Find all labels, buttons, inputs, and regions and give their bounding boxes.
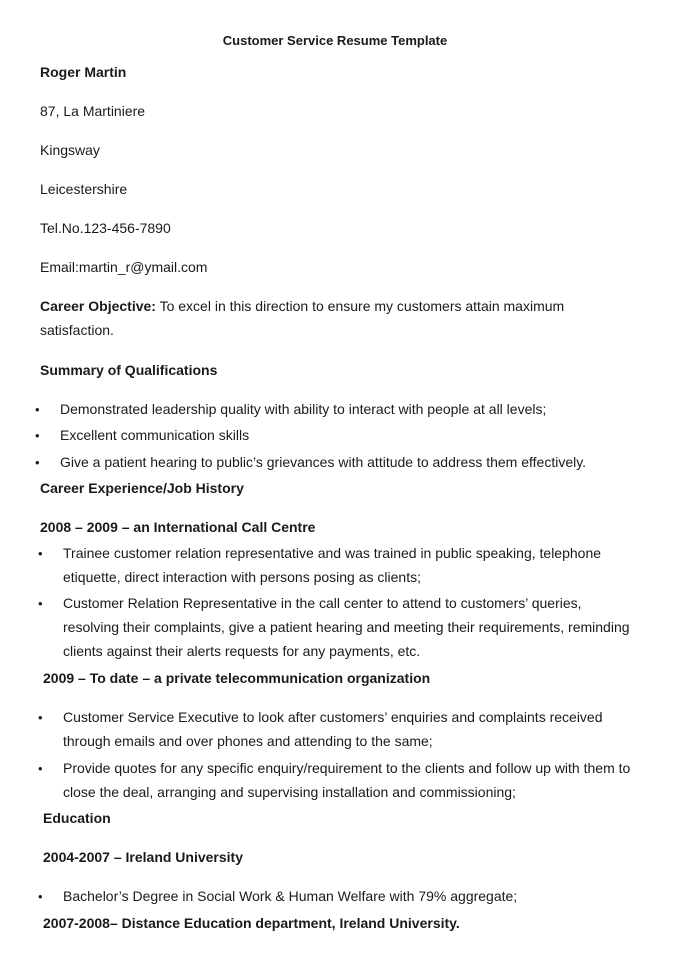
bullet-icon: • xyxy=(38,889,43,904)
telephone: Tel.No.123-456-7890 xyxy=(40,220,171,236)
address-line-3: Leicestershire xyxy=(40,181,128,197)
list-item-line: clients against their alerts requests for any payments, etc. xyxy=(63,643,421,659)
bullet-icon: • xyxy=(38,596,43,611)
page-title: Customer Service Resume Template xyxy=(222,33,448,48)
list-item-line: resolving their complaints, give a patient hearing and meeting their requirements, reminding xyxy=(63,619,630,635)
bullet-icon: • xyxy=(35,402,40,417)
job-2-period: 2009 – To date – a private telecommunication organization xyxy=(43,670,431,686)
bullet-icon: • xyxy=(35,455,40,470)
qualifications-heading: Summary of Qualifications xyxy=(40,362,218,378)
list-item: Excellent communication skills xyxy=(60,427,250,443)
list-item-line: Customer Service Executive to look after customers’ enquiries and complaints received xyxy=(63,709,603,725)
address-line-2: Kingsway xyxy=(40,142,100,158)
bullet-icon: • xyxy=(38,546,43,561)
career-objective-text: To excel in this direction to ensure my customers attain maximum xyxy=(155,298,565,314)
education-entry-1-detail: Bachelor’s Degree in Social Work & Human Welfare with 79% aggregate; xyxy=(63,888,518,904)
career-objective-continued: satisfaction. xyxy=(40,322,114,338)
list-item-line: Trainee customer relation representative and was trained in public speaking, telephone xyxy=(63,545,602,561)
bullet-icon: • xyxy=(38,761,43,776)
address-line-1: 87, La Martiniere xyxy=(40,103,146,119)
email: Email:martin_r@ymail.com xyxy=(40,259,208,275)
candidate-name: Roger Martin xyxy=(40,64,127,80)
list-item-line: close the deal, arranging and supervising installation and commissioning; xyxy=(63,784,516,800)
career-objective-label: Career Objective: xyxy=(40,298,156,314)
education-entry-2: 2007-2008– Distance Education department, Ireland University. xyxy=(43,915,460,931)
list-item-line: Provide quotes for any specific enquiry/requirement to the clients and follow up with them to xyxy=(63,760,631,776)
list-item-line: Customer Relation Representative in the call center to attend to customers’ queries, xyxy=(63,595,582,611)
experience-heading: Career Experience/Job History xyxy=(40,480,244,496)
education-entry-1: 2004-2007 – Ireland University xyxy=(43,849,244,865)
career-objective xyxy=(40,298,564,314)
bullet-icon: • xyxy=(38,710,43,725)
bullet-icon: • xyxy=(35,428,40,443)
list-item: Give a patient hearing to public’s grievances with attitude to address them effectively. xyxy=(60,454,587,470)
list-item-line: etiquette, direct interaction with persons posing as clients; xyxy=(63,569,421,585)
list-item: Demonstrated leadership quality with ability to interact with people at all levels; xyxy=(60,401,547,417)
education-heading: Education xyxy=(43,810,111,826)
job-1-period: 2008 – 2009 – an International Call Centre xyxy=(40,519,316,535)
list-item-line: through emails and over phones and attending to the same; xyxy=(63,733,433,749)
